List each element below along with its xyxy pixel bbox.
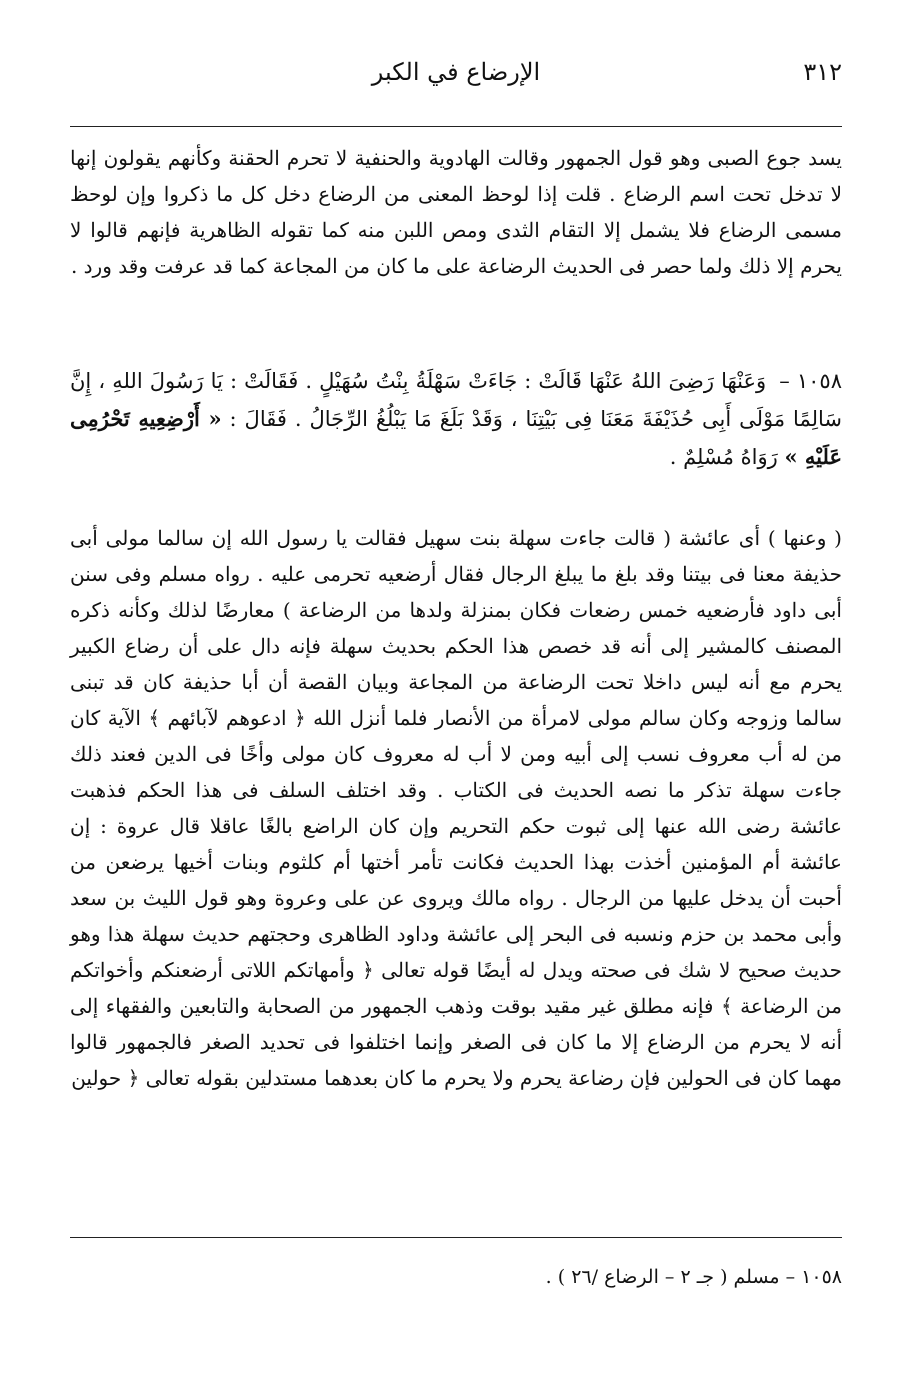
- header-rule: [70, 126, 842, 127]
- hadith-quote: « أَرْضِعِيهِ تَحْرُمِى عَلَيْهِ »: [70, 406, 842, 469]
- page-number: ٣١٢: [803, 58, 842, 86]
- hadith-block: [70, 362, 842, 476]
- footnote: [70, 1262, 842, 1292]
- hadith-text: وَعَنْهَا رَضِىَ اللهُ عَنْهَا قَالَتْ : جَاءَتْ سَهْلَةُ بِنْتُ سُهَيْلٍ . فَقَالَتْ : يَا رَسُولَ اللهِ ، إِنَّ سَالِمًا مَوْلَى أَبِى حُذَيْفَةَ مَعَنَا فِى بَيْتِنَا ، وَقَدْ بَلَغَ مَا يَبْلُغُ الرِّجَالُ . فَقَالَ :: [70, 369, 842, 431]
- hadith-number: ١٠٥٨ –: [779, 369, 842, 393]
- page-header: [70, 56, 842, 100]
- hadith-paragraph: [70, 362, 842, 476]
- hadith-source: رَوَاهُ مُسْلِمٌ .: [669, 445, 778, 469]
- commentary-text: ( وعنها ) أى عائشة ( قالت جاءت سهلة بنت سهيل فقالت يا رسول الله إن سالما مولى أبى حذيفة معنا فى بيتنا وقد بلغ ما يبلغ الرجال فقال أرضعيه تحرمى عليه . رواه مسلم وفى سنن أبى داود فأرضعيه خمس رضعات فكان بمنزلة ولدها من الرضاعة ) معارضًا لذلك وكأنه ذكره المصنف كالمشير إلى أنه قد خصص هذا الحكم بحديث سهلة فإنه دال على أن رضاع الكبير يحرم مع أنه ليس داخلا تحت الرضاعة من المجاعة وبيان القصة أن أبا حذيفة كان قد تبنى سالما وزوجه وكان سالم مولى لامرأة من الأنصار فلما أنزل الله ﴿ ادعوهم لآبائهم ﴾ الآية كان من له أب معروف نسب إلى أبيه ومن لا أب له معروف كان مولى وأخًا فى الدين فعند ذلك جاءت سهلة تذكر ما نصه الحديث فى الكتاب . وقد اختلف السلف فى هذا الحكم فذهبت عائشة رضى الله عنها إلى ثبوت حكم التحريم وإن كان الراضع بالغًا عاقلا قال عروة : إن عائشة أم المؤمنين أخذت بهذا الحديث فكانت تأمر أختها أم كلثوم وبنات أخيها يرضعن من أحبت أن يدخل عليها من الرجال . رواه مالك ويروى عن على وعروة وهو قول الليث بن سعد وأبى محمد بن حزم ونسبه فى البحر إلى عائشة وداود الظاهرى وحجتهم حديث سهلة هذا وهو حديث صحيح لا شك فى صحته ويدل له أيضًا قوله تعالى ﴿ وأمهاتكم اللاتى أرضعنكم وأخواتكم من الرضاعة ﴾ فإنه مطلق غير مقيد بوقت وذهب الجمهور من الصحابة والتابعين والفقهاء إلى أنه لا يحرم من الرضاع إلا ما كان فى الصغر وإنما اختلفوا فى تحديد الصغر فالجمهور قالوا مهما كان فى الحولين فإن رضاعة يحرم ولا يحرم ما كان بعدهما مستدلين بقوله تعالى ﴿ حولين: [70, 526, 842, 1090]
- commentary-paragraph: [70, 520, 842, 1096]
- footnote-text: ١٠٥٨ – مسلم ( جـ ٢ – الرضاع /٢٦ ) .: [545, 1266, 842, 1288]
- footnote-rule: [70, 1237, 842, 1238]
- intro-text: يسد جوع الصبى وهو قول الجمهور وقالت الهادوية والحنفية لا تحرم الحقنة وكأنهم يقولون إنها لا تدخل تحت اسم الرضاع . قلت إذا لوحظ المعنى من الرضاع دخل كل ما ذكروا وإن لوحظ مسمى الرضاع فلا يشمل إلا التقام الثدى ومص اللبن منه كما تقوله الظاهرية فإنهم قالوا لا يحرم إلا ذلك ولما حصر فى الحديث الرضاعة على ما كان من المجاعة كما قد عرفت وقد ورد .: [70, 146, 843, 278]
- intro-paragraph: [70, 140, 842, 284]
- running-title: الإرضاع في الكبر: [371, 58, 541, 86]
